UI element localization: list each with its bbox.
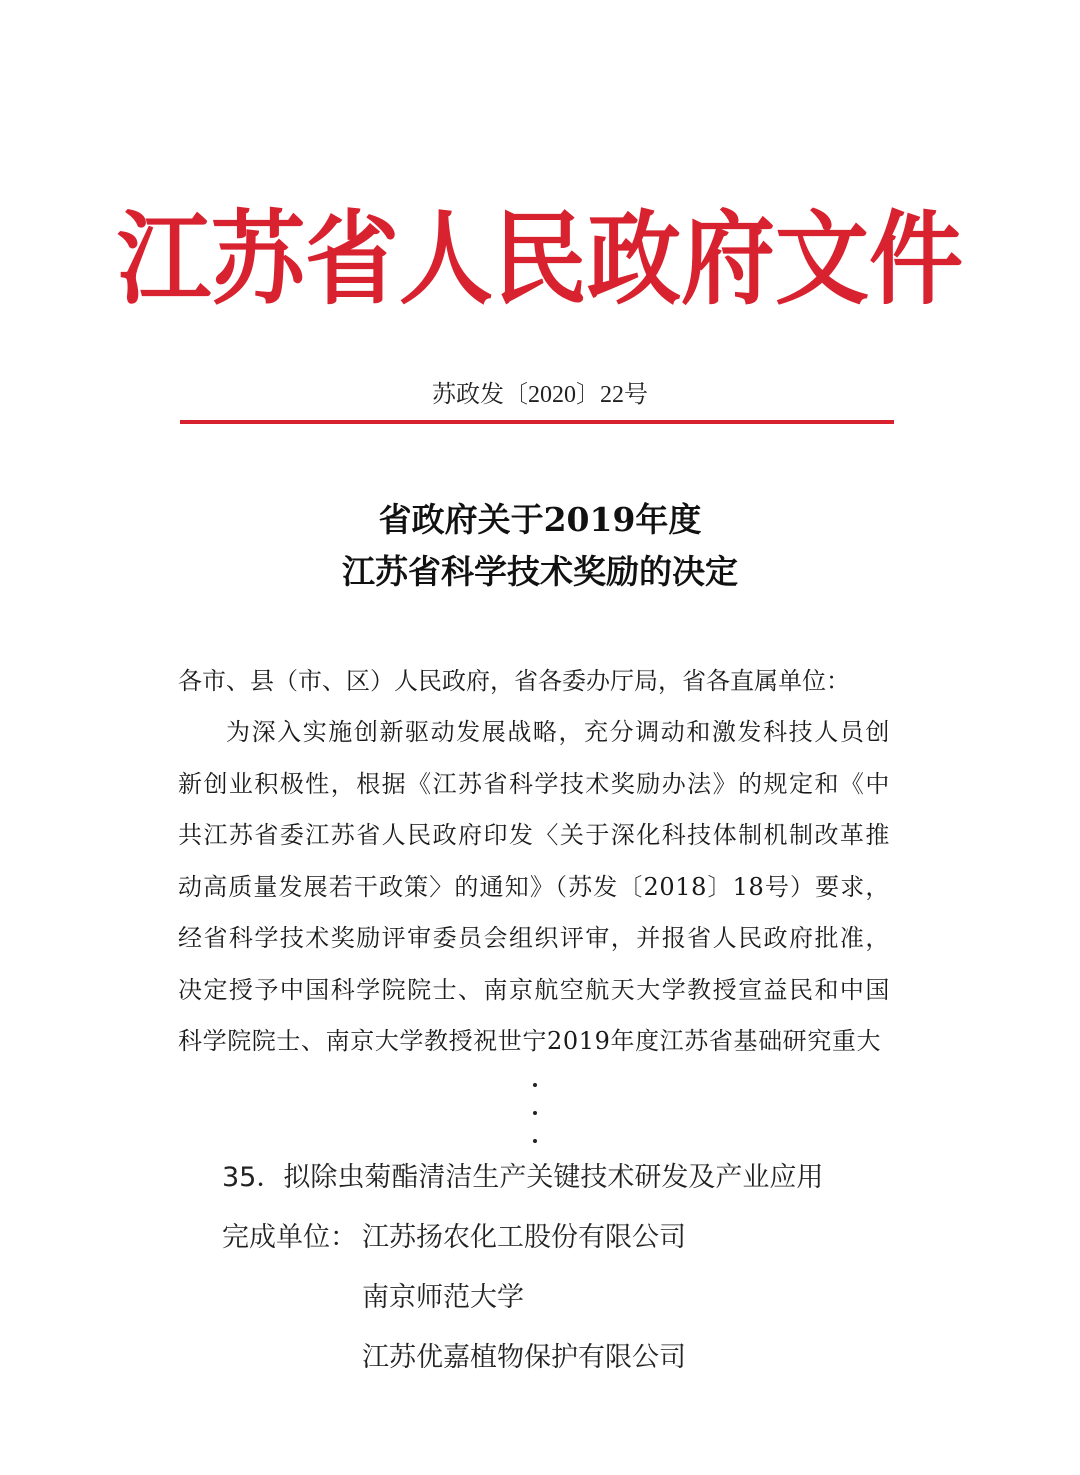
ellipsis-dot: [533, 1083, 537, 1087]
ellipsis-dot: [533, 1139, 537, 1143]
document-title-line-2: 江苏省科学技术奖励的决定: [342, 552, 738, 591]
completing-unit: 江苏扬农化工股份有限公司: [362, 1222, 686, 1253]
addressee-line: 各市、县（市、区）人民政府，省各委办厅局，省各直属单位：: [178, 667, 850, 695]
red-divider-line: [180, 420, 894, 424]
body-paragraph: 为深入实施创新驱动发展战略，充分调动和激发科技人员创新创业积极性，根据《江苏省科学技术奖励办法》的规定和《中共江苏省委江苏省人民政府印发〈关于深化科技体制机制改革推动高质量发展若干政策〉的通知》（苏发〔2018〕18号）要求，经省科学技术奖励评审委员会组织评审，并报省人民政府批准，决定授予中国科学院院士、南京航空航天大学教授宣益民和中国科学院院士、南京大学教授祝世宁2019年度江苏省基础研究重大: [178, 718, 890, 1055]
completing-unit: 南京师范大学: [362, 1282, 524, 1313]
document-number: 苏政发〔2020〕22号: [432, 382, 648, 408]
completing-units-label: 完成单位：: [222, 1222, 357, 1253]
masthead-title: 江苏省人民政府文件: [116, 200, 963, 320]
ellipsis-dot: [533, 1111, 537, 1115]
award-project-title: 35．拟除虫菊酯清洁生产关键技术研发及产业应用: [222, 1162, 824, 1193]
completing-unit: 江苏优嘉植物保护有限公司: [362, 1342, 686, 1373]
document-title-line-1: 省政府关于2019年度: [378, 500, 702, 539]
